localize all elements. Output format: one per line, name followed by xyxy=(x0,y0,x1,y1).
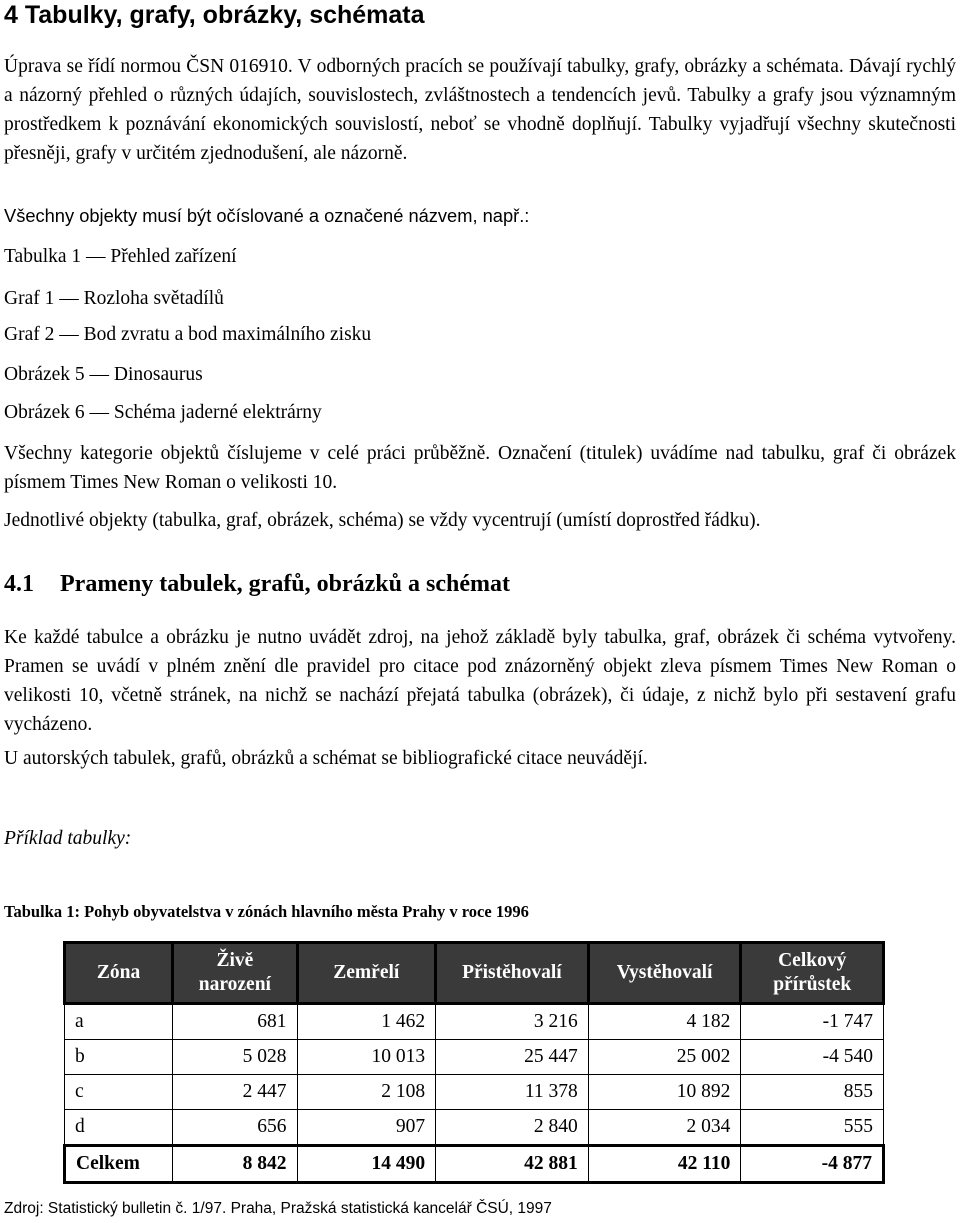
table-cell: 42 881 xyxy=(436,1146,589,1183)
intro-paragraph: Úprava se řídí normou ČSN 016910. V odborných pracích se používají tabulky, grafy, obrázky a schémata. Dávají rychlý a názorný přehled o různých údajích, souvislostech, zvláštnostech a tendencích jevů. Tabulky a grafy jsou významným prostředkem k poznávání ekonomických souvislostí, neboť se vhodně doplňují. Tabulky vyjadřují všechny skutečnosti přesněji, grafy v určitém zjednodušení, ale názorně. xyxy=(4,56,956,164)
table-cell: Celkem xyxy=(65,1146,173,1183)
column-header: Živě narození xyxy=(173,943,297,1004)
author-paragraph: U autorských tabulek, grafů, obrázků a schémat se bibliografické citace neuvádějí. xyxy=(4,748,648,769)
example-item-1: Tabulka 1 — Přehled zařízení xyxy=(4,246,237,267)
table-cell: 4 182 xyxy=(588,1004,741,1040)
table-cell: 25 447 xyxy=(436,1040,589,1075)
table-cell: 2 447 xyxy=(173,1075,297,1110)
table-cell: 11 378 xyxy=(436,1075,589,1110)
example-label: Příklad tabulky: xyxy=(4,828,132,849)
table-cell: 2 840 xyxy=(436,1110,589,1146)
table-cell: 5 028 xyxy=(173,1040,297,1075)
section-heading xyxy=(4,568,510,600)
table-cell: 14 490 xyxy=(297,1146,436,1183)
table-cell: 42 110 xyxy=(588,1146,741,1183)
table-cell: 2 108 xyxy=(297,1075,436,1110)
table-cell: -4 540 xyxy=(741,1040,884,1075)
column-header: Přistěhovalí xyxy=(436,943,589,1004)
table-cell: b xyxy=(65,1040,173,1075)
example-item-3: Graf 2 — Bod zvratu a bod maximálního zisku xyxy=(4,324,372,345)
table-row xyxy=(65,1004,884,1040)
sources-paragraph: Ke každé tabulce a obrázku je nutno uvádět zdroj, na jehož základě byly tabulka, graf, obrázek či schéma vytvořeny. Pramen se uvádí v plném znění dle pravidel pro citace pod znázorněný objekt zleva písmem Times New Roman o velikosti 10, včetně stránek, na nichž se nachází přejatá tabulka (obrázek), či údaje, z nichž bylo při sestavení grafu vycházeno. xyxy=(4,627,956,735)
table-header-row xyxy=(65,943,884,1004)
table-source: Zdroj: Statistický bulletin č. 1/97. Praha, Pražská statistická kancelář ČSÚ, 1997 xyxy=(4,1200,552,1217)
table-cell: 1 462 xyxy=(297,1004,436,1040)
table-cell: d xyxy=(65,1110,173,1146)
table-cell: -1 747 xyxy=(741,1004,884,1040)
column-header: Zóna xyxy=(65,943,173,1004)
column-header: Zemřelí xyxy=(297,943,436,1004)
chapter-heading: 4 Tabulky, grafy, obrázky, schémata xyxy=(4,1,425,29)
table-cell: 555 xyxy=(741,1110,884,1146)
column-header: Vystěhovalí xyxy=(588,943,741,1004)
table-cell: 855 xyxy=(741,1075,884,1110)
column-header: Celkový přírůstek xyxy=(741,943,884,1004)
table-cell: 3 216 xyxy=(436,1004,589,1040)
table-cell: a xyxy=(65,1004,173,1040)
numbering-note: Všechny objekty musí být očíslované a označené názvem, např.: xyxy=(4,205,530,226)
table-cell: 8 842 xyxy=(173,1146,297,1183)
table-cell: 907 xyxy=(297,1110,436,1146)
table-cell: -4 877 xyxy=(741,1146,884,1183)
table-row xyxy=(65,1075,884,1110)
numbering-paragraph: Všechny kategorie objektů číslujeme v celé práci průběžně. Označení (titulek) uvádíme nad tabulku, graf či obrázek písmem Times New Roman o velikosti 10. xyxy=(4,443,956,493)
example-item-5: Obrázek 6 — Schéma jaderné elektrárny xyxy=(4,402,322,423)
table-caption: Tabulka 1: Pohyb obyvatelstva v zónách hlavního města Prahy v roce 1996 xyxy=(4,902,529,921)
table-cell: c xyxy=(65,1075,173,1110)
example-item-4: Obrázek 5 — Dinosaurus xyxy=(4,364,203,385)
table-cell: 2 034 xyxy=(588,1110,741,1146)
table-cell: 681 xyxy=(173,1004,297,1040)
section-title: Prameny tabulek, grafů, obrázků a schémat xyxy=(60,571,510,597)
table-cell: 25 002 xyxy=(588,1040,741,1075)
table-cell: 10 013 xyxy=(297,1040,436,1075)
centering-paragraph: Jednotlivé objekty (tabulka, graf, obrázek, schéma) se vždy vycentrují (umístí doprostřed řádku). xyxy=(4,510,761,531)
table-row xyxy=(65,1040,884,1075)
table-cell: 656 xyxy=(173,1110,297,1146)
table-total-row xyxy=(65,1146,884,1183)
population-table xyxy=(63,941,885,1184)
section-number: 4.1 xyxy=(4,571,34,597)
table-cell: 10 892 xyxy=(588,1075,741,1110)
table-row xyxy=(65,1110,884,1146)
example-item-2: Graf 1 — Rozloha světadílů xyxy=(4,288,224,309)
